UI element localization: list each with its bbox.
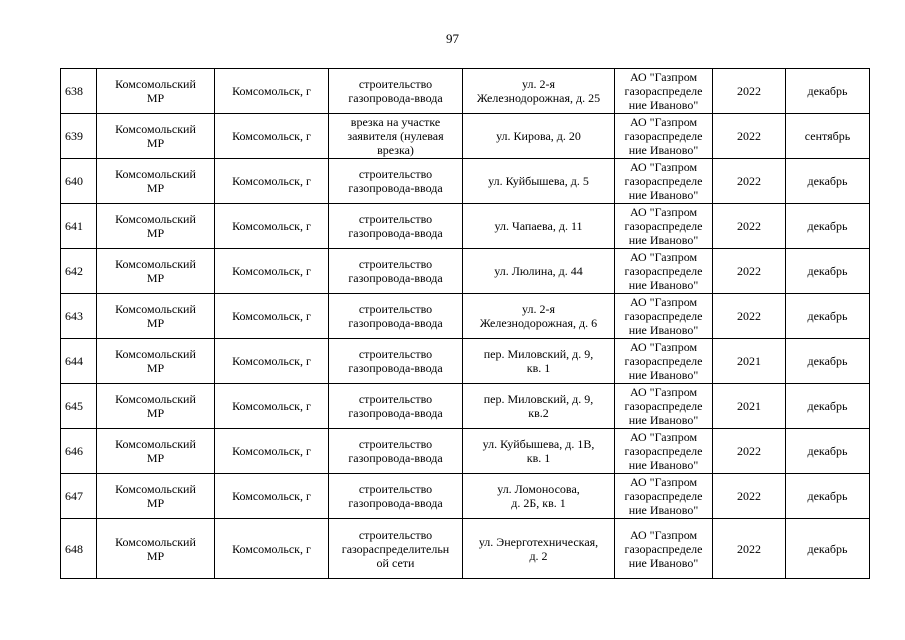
address-cell: ул. Ломоносова, д. 2Б, кв. 1 (463, 474, 615, 519)
organization-cell: АО "Газпром газораспределе ние Иваново" (615, 159, 713, 204)
row-number-cell: 642 (61, 249, 97, 294)
table-row (61, 159, 870, 204)
organization-cell: АО "Газпром газораспределе ние Иваново" (615, 204, 713, 249)
district-cell: Комсомольский МР (97, 429, 215, 474)
page-number: 97 (446, 31, 459, 46)
work-type-cell: строительство газопровода-ввода (329, 294, 463, 339)
district-cell: Комсомольский МР (97, 204, 215, 249)
month-cell: декабрь (786, 69, 870, 114)
work-type-cell: врезка на участке заявителя (нулевая врезка) (329, 114, 463, 159)
month-cell: декабрь (786, 294, 870, 339)
address-cell: ул. Кирова, д. 20 (463, 114, 615, 159)
month-cell: декабрь (786, 474, 870, 519)
city-cell: Комсомольск, г (215, 114, 329, 159)
district-cell: Комсомольский МР (97, 69, 215, 114)
district-cell: Комсомольский МР (97, 249, 215, 294)
district-cell: Комсомольский МР (97, 294, 215, 339)
table-row (61, 339, 870, 384)
table-body (61, 69, 870, 579)
organization-cell: АО "Газпром газораспределе ние Иваново" (615, 339, 713, 384)
year-cell: 2022 (713, 69, 786, 114)
district-cell: Комсомольский МР (97, 339, 215, 384)
work-type-cell: строительство газораспределительн ой сети (329, 519, 463, 579)
row-number-cell: 640 (61, 159, 97, 204)
row-number-cell: 646 (61, 429, 97, 474)
city-cell: Комсомольск, г (215, 159, 329, 204)
organization-cell: АО "Газпром газораспределе ние Иваново" (615, 474, 713, 519)
work-type-cell: строительство газопровода-ввода (329, 339, 463, 384)
organization-cell: АО "Газпром газораспределе ние Иваново" (615, 114, 713, 159)
month-cell: декабрь (786, 384, 870, 429)
year-cell: 2022 (713, 519, 786, 579)
city-cell: Комсомольск, г (215, 294, 329, 339)
year-cell: 2021 (713, 384, 786, 429)
work-type-cell: строительство газопровода-ввода (329, 159, 463, 204)
address-cell: ул. 2-я Железнодорожная, д. 25 (463, 69, 615, 114)
district-cell: Комсомольский МР (97, 519, 215, 579)
row-number-cell: 641 (61, 204, 97, 249)
city-cell: Комсомольск, г (215, 384, 329, 429)
district-cell: Комсомольский МР (97, 114, 215, 159)
work-type-cell: строительство газопровода-ввода (329, 429, 463, 474)
month-cell: декабрь (786, 204, 870, 249)
row-number-cell: 648 (61, 519, 97, 579)
organization-cell: АО "Газпром газораспределе ние Иваново" (615, 384, 713, 429)
table-row (61, 69, 870, 114)
year-cell: 2022 (713, 159, 786, 204)
address-cell: ул. Куйбышева, д. 1В, кв. 1 (463, 429, 615, 474)
organization-cell: АО "Газпром газораспределе ние Иваново" (615, 294, 713, 339)
year-cell: 2021 (713, 339, 786, 384)
gasification-table (60, 68, 870, 579)
table-row (61, 249, 870, 294)
address-cell: пер. Миловский, д. 9, кв. 1 (463, 339, 615, 384)
address-cell: ул. Энерготехническая, д. 2 (463, 519, 615, 579)
table-row (61, 114, 870, 159)
city-cell: Комсомольск, г (215, 429, 329, 474)
row-number-cell: 643 (61, 294, 97, 339)
table-row (61, 429, 870, 474)
city-cell: Комсомольск, г (215, 69, 329, 114)
month-cell: декабрь (786, 339, 870, 384)
organization-cell: АО "Газпром газораспределе ние Иваново" (615, 69, 713, 114)
work-type-cell: строительство газопровода-ввода (329, 204, 463, 249)
organization-cell: АО "Газпром газораспределе ние Иваново" (615, 429, 713, 474)
year-cell: 2022 (713, 249, 786, 294)
month-cell: декабрь (786, 159, 870, 204)
city-cell: Комсомольск, г (215, 204, 329, 249)
row-number-cell: 647 (61, 474, 97, 519)
address-cell: ул. Куйбышева, д. 5 (463, 159, 615, 204)
address-cell: ул. 2-я Железнодорожная, д. 6 (463, 294, 615, 339)
row-number-cell: 639 (61, 114, 97, 159)
work-type-cell: строительство газопровода-ввода (329, 474, 463, 519)
organization-cell: АО "Газпром газораспределе ние Иваново" (615, 519, 713, 579)
city-cell: Комсомольск, г (215, 249, 329, 294)
year-cell: 2022 (713, 429, 786, 474)
work-type-cell: строительство газопровода-ввода (329, 384, 463, 429)
city-cell: Комсомольск, г (215, 519, 329, 579)
year-cell: 2022 (713, 474, 786, 519)
year-cell: 2022 (713, 294, 786, 339)
organization-cell: АО "Газпром газораспределе ние Иваново" (615, 249, 713, 294)
table-row (61, 474, 870, 519)
address-cell: ул. Чапаева, д. 11 (463, 204, 615, 249)
month-cell: декабрь (786, 519, 870, 579)
work-type-cell: строительство газопровода-ввода (329, 69, 463, 114)
work-type-cell: строительство газопровода-ввода (329, 249, 463, 294)
month-cell: декабрь (786, 429, 870, 474)
table-row (61, 519, 870, 579)
address-cell: ул. Люлина, д. 44 (463, 249, 615, 294)
district-cell: Комсомольский МР (97, 474, 215, 519)
month-cell: декабрь (786, 249, 870, 294)
row-number-cell: 645 (61, 384, 97, 429)
city-cell: Комсомольск, г (215, 339, 329, 384)
row-number-cell: 638 (61, 69, 97, 114)
row-number-cell: 644 (61, 339, 97, 384)
district-cell: Комсомольский МР (97, 159, 215, 204)
district-cell: Комсомольский МР (97, 384, 215, 429)
year-cell: 2022 (713, 114, 786, 159)
year-cell: 2022 (713, 204, 786, 249)
table-row (61, 204, 870, 249)
table-row (61, 384, 870, 429)
city-cell: Комсомольск, г (215, 474, 329, 519)
address-cell: пер. Миловский, д. 9, кв.2 (463, 384, 615, 429)
month-cell: сентябрь (786, 114, 870, 159)
table-row (61, 294, 870, 339)
